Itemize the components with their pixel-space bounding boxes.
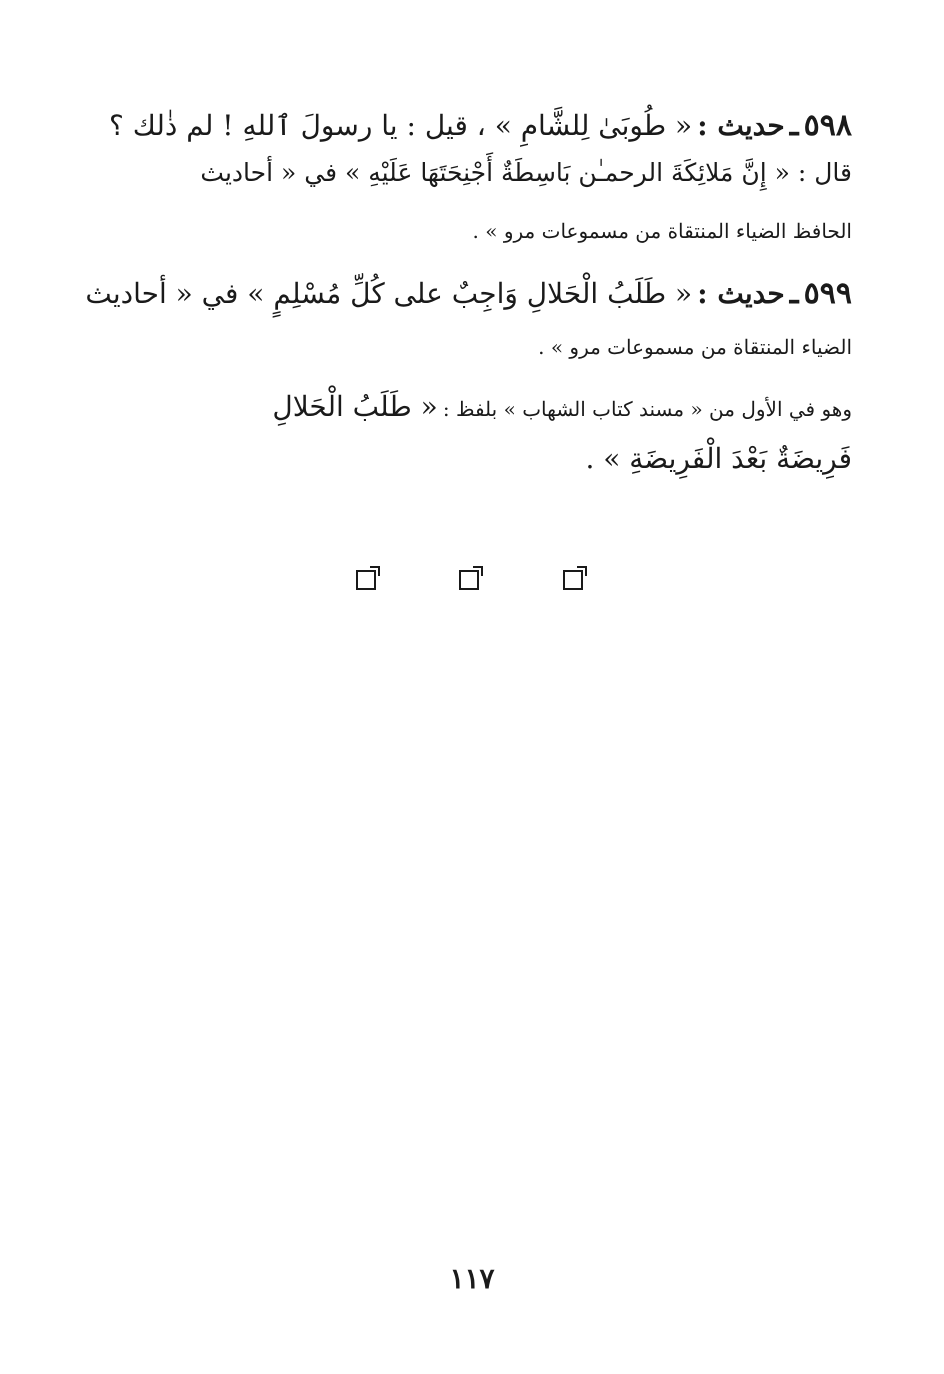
hadith-entry-598 [92, 108, 852, 258]
note-hadith-start: « طَلَبُ الْحَلالِ [272, 390, 438, 423]
entry-598-line-2: قال : « إِنَّ مَلائِكَةَ الرحمـٰن بَاسِطَةٌ أَجْنِحَتَهَا عَلَيْهِ » في « أحاديث [200, 158, 852, 187]
hadith-keyword: حديث : [697, 109, 785, 142]
hadith-entry-599 [85, 276, 852, 376]
entry-dash: ـ [789, 276, 799, 311]
hadith-keyword: حديث : [697, 277, 785, 310]
note-paragraph [92, 390, 852, 490]
page-number: ١١٧ [449, 1262, 495, 1295]
entry-598-line-1 [109, 108, 852, 143]
note-line-1 [272, 390, 852, 423]
note-line-2: فَرِيضَةٌ بَعْدَ الْفَرِيضَةِ » . [585, 442, 852, 475]
entry-dash: ـ [789, 108, 799, 143]
square-ornament-icon [459, 570, 479, 590]
entry-599-source: الضياء المنتقاة من مسموعات مرو » . [538, 335, 852, 359]
hadith-text: « طُوبَىٰ لِلشَّامِ » ، قيل : يا رسولَ ٱللهِ ! لم ذٰلك ؟ [108, 109, 693, 142]
entry-number: ٥٩٩ [803, 276, 852, 311]
square-ornament-icon [563, 570, 583, 590]
note-intro: وهو في الأول من « مسند كتاب الشهاب » بلفظ : [442, 397, 852, 421]
square-ornament-icon [356, 570, 376, 590]
section-divider [0, 570, 944, 600]
hadith-text: « طَلَبُ الْحَلالِ وَاجِبٌ على كُلِّ مُسْلِمٍ » في « أحاديث [85, 277, 693, 310]
entry-number: ٥٩٨ [803, 108, 852, 143]
entry-598-source: الحافظ الضياء المنتقاة من مسموعات مرو » . [472, 219, 852, 243]
entry-599-line-1 [85, 276, 852, 311]
